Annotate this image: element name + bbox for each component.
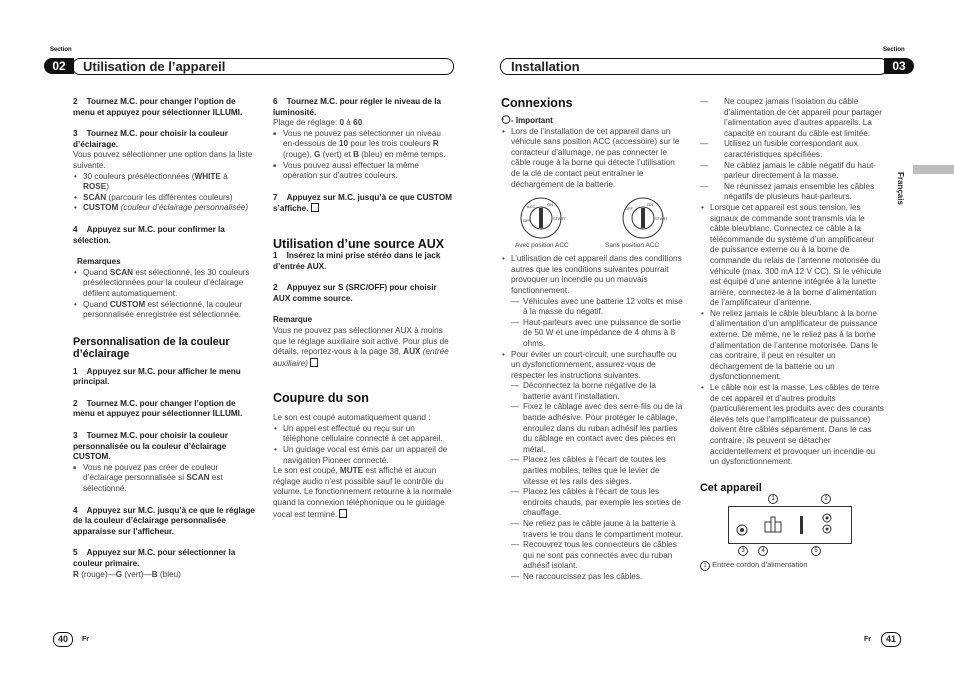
connexions-title: Connexions bbox=[501, 96, 573, 110]
mute-text: Le son est coupé, MUTE est affiché et aucun réglage audio n’est possible sauf le contrôle du volume. Le fonctionnement retourne à la normale quand la connexion téléphonique ou le guidage vocal est terminé. bbox=[273, 466, 452, 519]
warning-icon bbox=[501, 115, 511, 124]
step-4: 4 Appuyez sur M.C. pour confirmer la sélection. bbox=[73, 224, 225, 245]
page-number-left: 40 bbox=[53, 632, 73, 647]
aux-title: Utilisation d’une source AUX bbox=[273, 236, 445, 251]
acc-caption: Avec position ACC bbox=[515, 242, 569, 250]
list-item: — Ne câblez jamais le câble négatif du haut-parleur directement à la masse. bbox=[700, 161, 884, 182]
ignition-no-acc-icon bbox=[619, 196, 669, 240]
primary-colors: R (rouge)—G (vert)—B (bleu) bbox=[73, 569, 181, 579]
section-number-left: 02 bbox=[44, 58, 74, 74]
section-header-right bbox=[500, 58, 888, 75]
important-list bbox=[501, 127, 685, 191]
unit-title: Cet appareil bbox=[700, 481, 762, 494]
list-item: ■ Vous ne pouvez pas sélectionner un niveau en-dessous de 10 pour les trois couleurs R (rouge), G (vert) et B (bleu) en même temps. bbox=[273, 129, 453, 161]
section-title-right: Installation bbox=[511, 59, 580, 74]
aux-step-2: 2 Appuyez sur S (SRC/OFF) pour choisir AUX comme source. bbox=[273, 283, 437, 303]
list-item: — Placez les câbles à l’écart de toutes les parties mobiles, telles que le levier de vitesse et les rails des sièges. bbox=[511, 455, 685, 487]
cable-bullet-list bbox=[700, 203, 884, 468]
step-3-text: Vous pouvez sélectionner une option dans la liste suivante. bbox=[73, 150, 253, 170]
aux-step-1: 1 Insérez la mini prise stéréo dans le jack d’entrée AUX. bbox=[273, 250, 441, 271]
footer-lang-left: Fr bbox=[82, 636, 89, 643]
unit-legend: 1 Entrée cordon d’alimentation bbox=[700, 560, 884, 571]
ignition-illustrations bbox=[501, 194, 685, 254]
aux-remark-text: Vous ne pouvez pas sélectionner AUX à moins que le réglage auxiliaire soit activé. Pour plus de détails, reportez-vous à la page 38, AUX (entrée auxiliaire) bbox=[273, 325, 449, 368]
step-3: 3 Tournez M.C. pour choisir la couleur d’éclairage. bbox=[73, 129, 228, 149]
section-header-left bbox=[72, 58, 454, 75]
perso-step-1: 1 Appuyez sur M.C. pour afficher le menu principal. bbox=[73, 366, 241, 387]
footer-lang-right: Fr bbox=[864, 636, 871, 643]
list-item: • Lorsque cet appareil est sous tension, les signaux de commande sont transmis via le câble bleu/blanc. Connectez ce câble à la télécommande du système d’un amplificateur de puissance externe ou à la borne de commande du relais de l’antenne motorisée du véhicule (max. 300 mA 12 V CC). Si le véhicule est équipé d’une antenne intégrée à la lunette arrière, connectez-le à la borne d’alimentation de l’amplificateur d’antenne. bbox=[700, 203, 884, 309]
no-acc-caption: Sans position ACC bbox=[605, 242, 660, 250]
svg-text:START: START bbox=[655, 216, 668, 222]
svg-text:ACC: ACC bbox=[527, 204, 536, 210]
list-item: — Ne reliez pas le câble jaune à la batterie à travers le trou dans le compartiment moteur. bbox=[511, 519, 685, 540]
list-item: • Un guidage vocal est émis par un appareil de navigation Pioneer connecté. bbox=[273, 445, 453, 466]
side-tab-language: Français bbox=[896, 172, 905, 205]
list-item: — Ne raccourcissez pas les câbles. bbox=[511, 572, 685, 583]
remarks-list bbox=[73, 268, 255, 321]
callout-1: 1 bbox=[768, 494, 778, 504]
side-tab-bar bbox=[913, 165, 954, 174]
mute-intro: Le son est coupé automatiquement quand : bbox=[273, 413, 431, 423]
list-item: • SCAN (parcourir les différentes couleurs) bbox=[73, 193, 255, 204]
list-item: — Haut-parleurs avec une puissance de sortie de 50 W et une impédance de 4 ohms à 8 ohms. bbox=[511, 318, 685, 350]
list-item: — Fixez le câblage avec des serre-fils ou de la bande adhésive. Pour protéger le câblage, enroulez dans du ruban adhésif les parties du câblage en contact avec des pièces en métal. bbox=[511, 402, 685, 455]
list-item: • 30 couleurs présélectionnées (WHITE à ROSE) bbox=[73, 172, 255, 193]
brightness-range: Plage de réglage: 0 à 60 bbox=[273, 118, 363, 128]
callout-3: 3 bbox=[738, 546, 748, 556]
callout-5: 5 bbox=[811, 546, 821, 556]
page-number-right: 41 bbox=[881, 632, 901, 647]
step-6: 6 Tournez M.C. pour régler le niveau de la luminosité. bbox=[273, 97, 442, 117]
list-item: — Utilisez un fusible correspondant aux caractéristiques spécifiées. bbox=[700, 139, 884, 160]
mute-title: Coupure du son bbox=[273, 391, 369, 406]
svg-text:OFF: OFF bbox=[625, 206, 633, 212]
list-item: • L’utilisation de cet appareil dans des conditions autres que les conditions suivantes pourrait provoquer un incendie ou un mauvais fonctionnement. — Véhicules avec une batterie 12 volts et mise à la masse du négatif. — Haut-parleurs avec une puissance de sortie de 50 W et une impédance de 4 ohms à 8 ohms. bbox=[501, 254, 685, 349]
perso-step-3-note bbox=[73, 463, 255, 495]
perso-step-3: 3 Tournez M.C. pour choisir la couleur personnalisée ou la couleur d’éclairage CUSTOM. bbox=[73, 431, 228, 462]
list-item: — Véhicules avec une batterie 12 volts et mise à la masse du négatif. bbox=[511, 297, 685, 318]
step-6-notes bbox=[273, 129, 453, 182]
svg-text:ON: ON bbox=[647, 202, 653, 208]
important-label: - Important bbox=[501, 115, 685, 127]
step-2: 2 Tournez M.C. pour changer l’option de menu et appuyez pour sélectionner ILLUMI. bbox=[73, 97, 243, 117]
callout-4: 4 bbox=[758, 546, 768, 556]
list-item: • Ne reliez jamais le câble bleu/blanc à la borne d’alimentation d’un amplificateur de puissance externe. De même, ne le reliez pas à la borne d’alimentation de l’antenne motorisée. Dans le cas contraire, il peut en résulter un déchargement de la batterie ou un dysfonctionnement. bbox=[700, 309, 884, 383]
ignition-acc-icon bbox=[517, 196, 567, 240]
aux-remark-title: Remarque bbox=[273, 315, 313, 325]
svg-text:OFF: OFF bbox=[523, 218, 531, 224]
section-label-right: Section bbox=[883, 47, 905, 53]
end-mark-icon bbox=[311, 203, 319, 212]
remarks-title: Remarques bbox=[77, 257, 121, 267]
end-mark-icon bbox=[339, 509, 347, 518]
cable-dash-list bbox=[700, 97, 884, 203]
list-item: — Recouvrez tous les connecteurs de câbles qui ne sont pas connectés avec du ruban adhésif isolant. bbox=[511, 540, 685, 572]
section-number-right: 03 bbox=[884, 58, 914, 74]
callout-2: 2 bbox=[821, 494, 831, 504]
list-item: • Le câble noir est la masse. Les câbles de terre de cet appareil et d’autres produits (particulièrement les produits avec des courants élevés tels que l’amplificateur de puissance) doivent être câblés séparément. Dans le cas contraire, ils peuvent se détacher accidentellement et provoquer un incendie ou un dysfonctionnement. bbox=[700, 383, 884, 468]
column-3 bbox=[501, 96, 685, 583]
step-7: 7 Appuyez sur M.C. jusqu’à ce que CUSTOM s’affiche. bbox=[273, 192, 453, 214]
color-options-list bbox=[73, 172, 255, 214]
column-1 bbox=[73, 97, 255, 580]
list-item: ■ Vous ne pouvez pas créer de couleur d’éclairage personnalisée si SCAN est sélectionné. bbox=[73, 463, 255, 495]
list-item: • Pour éviter un court-circuit, une surchauffe ou un dysfonctionnement, assurez-vous de respecter les instructions suivantes. — Déconnectez la borne négative de la batterie avant l’installation. — Fixez le câblage avec des serre-fils ou de la bande adhésive. Pour protéger le câblage, enroulez dans du ruban adhésif les parties du câblage en contact avec des pièces en métal. — Placez les câbles à l’écart de toutes les parties mobiles, telles que le levier de vitesse et les rails des sièges. — Placez les câbles à l’écart de tous les endroits chauds, par exemple les sorties de chauffage. — Ne reliez pas le câble jaune à la batterie à travers le trou dans le compartiment moteur. — Recouvrez tous les connecteurs de câbles qui ne sont pas connectés avec du ruban adhésif isolant. — Ne raccourcissez pas les câbles. bbox=[501, 350, 685, 583]
perso-step-5: 5 Appuyez sur M.C. pour sélectionner la couleur primaire. bbox=[73, 548, 236, 568]
list-item: • Quand SCAN est sélectionné, les 30 couleurs présélectionnées pour la couleur d’éclairage défilent automatiquement. bbox=[73, 268, 255, 300]
conditions-list bbox=[501, 254, 685, 582]
unit-diagram bbox=[700, 494, 884, 556]
list-item: ■ Vous pouvez aussi effectuer la même opération sur d’autres couleurs. bbox=[273, 161, 453, 182]
personalisation-title: Personnalisation de la couleur d’éclairage bbox=[73, 335, 230, 360]
mute-list bbox=[273, 424, 453, 466]
list-item: • Lors de l’installation de cet appareil dans un véhicule sans position ACC (accessoire) sur le contacteur d’allumage, ne pas connecter le câble rouge à la borne qui détecte l’utilisation de la clé de contact peut entraîner le déchargement de la batterie. bbox=[501, 127, 685, 191]
list-item: • Un appel est effectué ou reçu sur un téléphone cellulaire connecté à cet appareil. bbox=[273, 424, 453, 445]
list-item: — Ne coupez jamais l’isolation du câble d’alimentation de cet appareil pour partager l’alimentation avec d’autres appareils. La capacité en courant du câble est limitée. bbox=[700, 97, 884, 139]
section-title-left: Utilisation de l’appareil bbox=[83, 59, 226, 74]
section-label-left: Section bbox=[50, 47, 72, 53]
list-item: • Quand CUSTOM est sélectionné, la couleur personnalisée enregistrée est sélectionnée. bbox=[73, 300, 255, 321]
column-4 bbox=[700, 97, 884, 571]
perso-step-2: 2 Tournez M.C. pour changer l’option de menu et appuyez pour sélectionner ILLUMI. bbox=[73, 398, 243, 419]
end-mark-icon bbox=[310, 358, 318, 367]
perso-step-4: 4 Appuyez sur M.C. jusqu’à ce que le réglage de la couleur d’éclairage personnalisée apparaisse sur l’afficheur. bbox=[73, 505, 255, 536]
list-item: — Ne réunissez jamais ensemble les câbles négatifs de plusieurs haut-parleurs. bbox=[700, 182, 884, 203]
list-item: — Déconnectez la borne négative de la batterie avant l’installation. bbox=[511, 381, 685, 402]
list-item: — Placez les câbles à l’écart de tous les endroits chauds, par exemple les sorties de chauffage. bbox=[511, 487, 685, 519]
column-2 bbox=[273, 97, 453, 520]
svg-text:START: START bbox=[553, 216, 566, 222]
unit-rear-panel-diagram bbox=[728, 506, 852, 544]
list-item: • CUSTOM (couleur d’éclairage personnalisée) bbox=[73, 203, 255, 214]
svg-text:ON: ON bbox=[547, 202, 553, 208]
